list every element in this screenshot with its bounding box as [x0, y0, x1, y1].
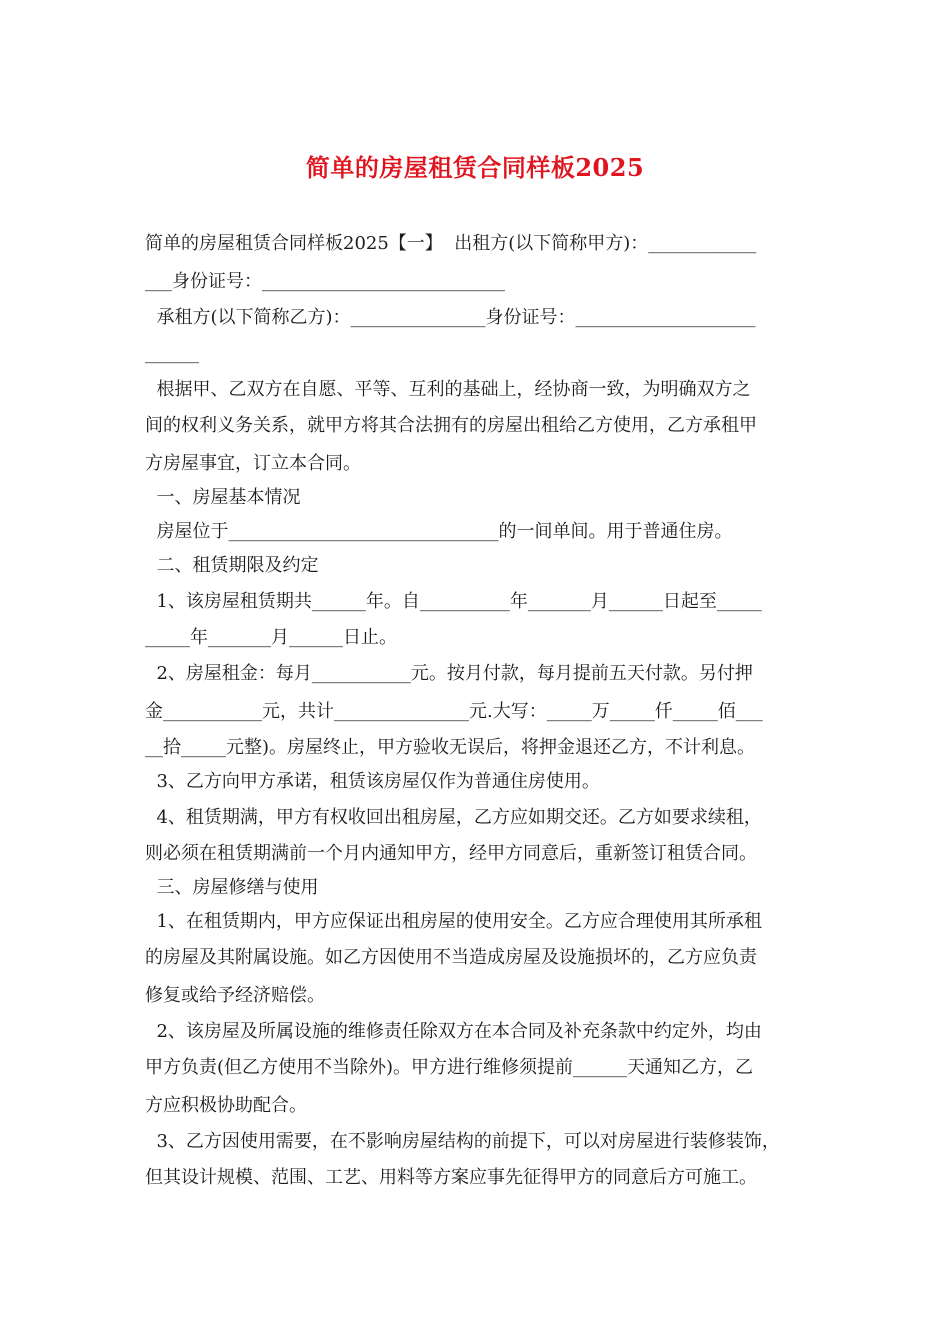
text-line: 简单的房屋租赁合同样板2025【一】 出租方(以下简称甲方)：____________ — [145, 233, 757, 254]
text-line: 金___________元，共计_______________元.大写：_____万_____仟_____佰___ — [145, 701, 763, 722]
text-line: 承租方(以下简称乙方)：_______________身份证号：____________________ — [145, 307, 756, 328]
text-line: 3、乙方因使用需要，在不影响房屋结构的前提下，可以对房屋进行装修装饰， — [145, 1131, 780, 1152]
document-title: 简单的房屋租赁合同样板2025 — [305, 153, 645, 182]
text-line: 1、在租赁期内，甲方应保证出租房屋的使用安全。乙方应合理使用其所承租 — [145, 911, 762, 932]
text-line: 3、乙方向甲方承诺，租赁该房屋仅作为普通住房使用。 — [145, 771, 600, 792]
section-heading: 三、房屋修缮与使用 — [145, 877, 319, 898]
text-line: 方应积极协助配合。 — [145, 1095, 307, 1116]
text-line: 但其设计规模、范围、工艺、用料等方案应事先征得甲方的同意后方可施工。 — [145, 1167, 757, 1188]
text-line: ___身份证号：___________________________ — [145, 271, 505, 292]
text-line: 2、该房屋及所属设施的维修责任除双方在本合同及补充条款中约定外，均由 — [145, 1021, 762, 1042]
text-line: 的房屋及其附属设施。如乙方因使用不当造成房屋及设施损坏的，乙方应负责 — [145, 947, 757, 968]
text-line: 间的权利义务关系，就甲方将其合法拥有的房屋出租给乙方使用，乙方承租甲 — [145, 415, 757, 436]
text-line: 根据甲、乙双方在自愿、平等、互利的基础上，经协商一致，为明确双方之 — [145, 379, 751, 400]
text-line: _____年_______月______日止。 — [145, 627, 397, 648]
text-line: 甲方负责(但乙方使用不当除外)。甲方进行维修须提前______天通知乙方，乙 — [145, 1057, 754, 1078]
text-line: 2、房屋租金：每月___________元。按月付款，每月提前五天付款。另付押 — [145, 663, 753, 684]
text-line: 1、该房屋租赁期共______年。自__________年_______月______日起至_____ — [145, 591, 762, 612]
text-line: 房屋位于______________________________的一间单间。用于普通住房。 — [145, 521, 733, 542]
text-line: 方房屋事宜，订立本合同。 — [145, 453, 361, 474]
text-line: ______ — [145, 343, 199, 364]
text-line: __拾_____元整)。房屋终止，甲方验收无误后，将押金退还乙方，不计利息。 — [145, 737, 756, 758]
text-line: 4、租赁期满，甲方有权收回出租房屋，乙方应如期交还。乙方如要求续租， — [145, 807, 762, 828]
text-line: 则必须在租赁期满前一个月内通知甲方，经甲方同意后，重新签订租赁合同。 — [145, 843, 757, 864]
text-line: 修复或给予经济赔偿。 — [145, 985, 325, 1006]
section-heading: 二、租赁期限及约定 — [145, 555, 319, 576]
section-heading: 一、房屋基本情况 — [145, 487, 301, 508]
